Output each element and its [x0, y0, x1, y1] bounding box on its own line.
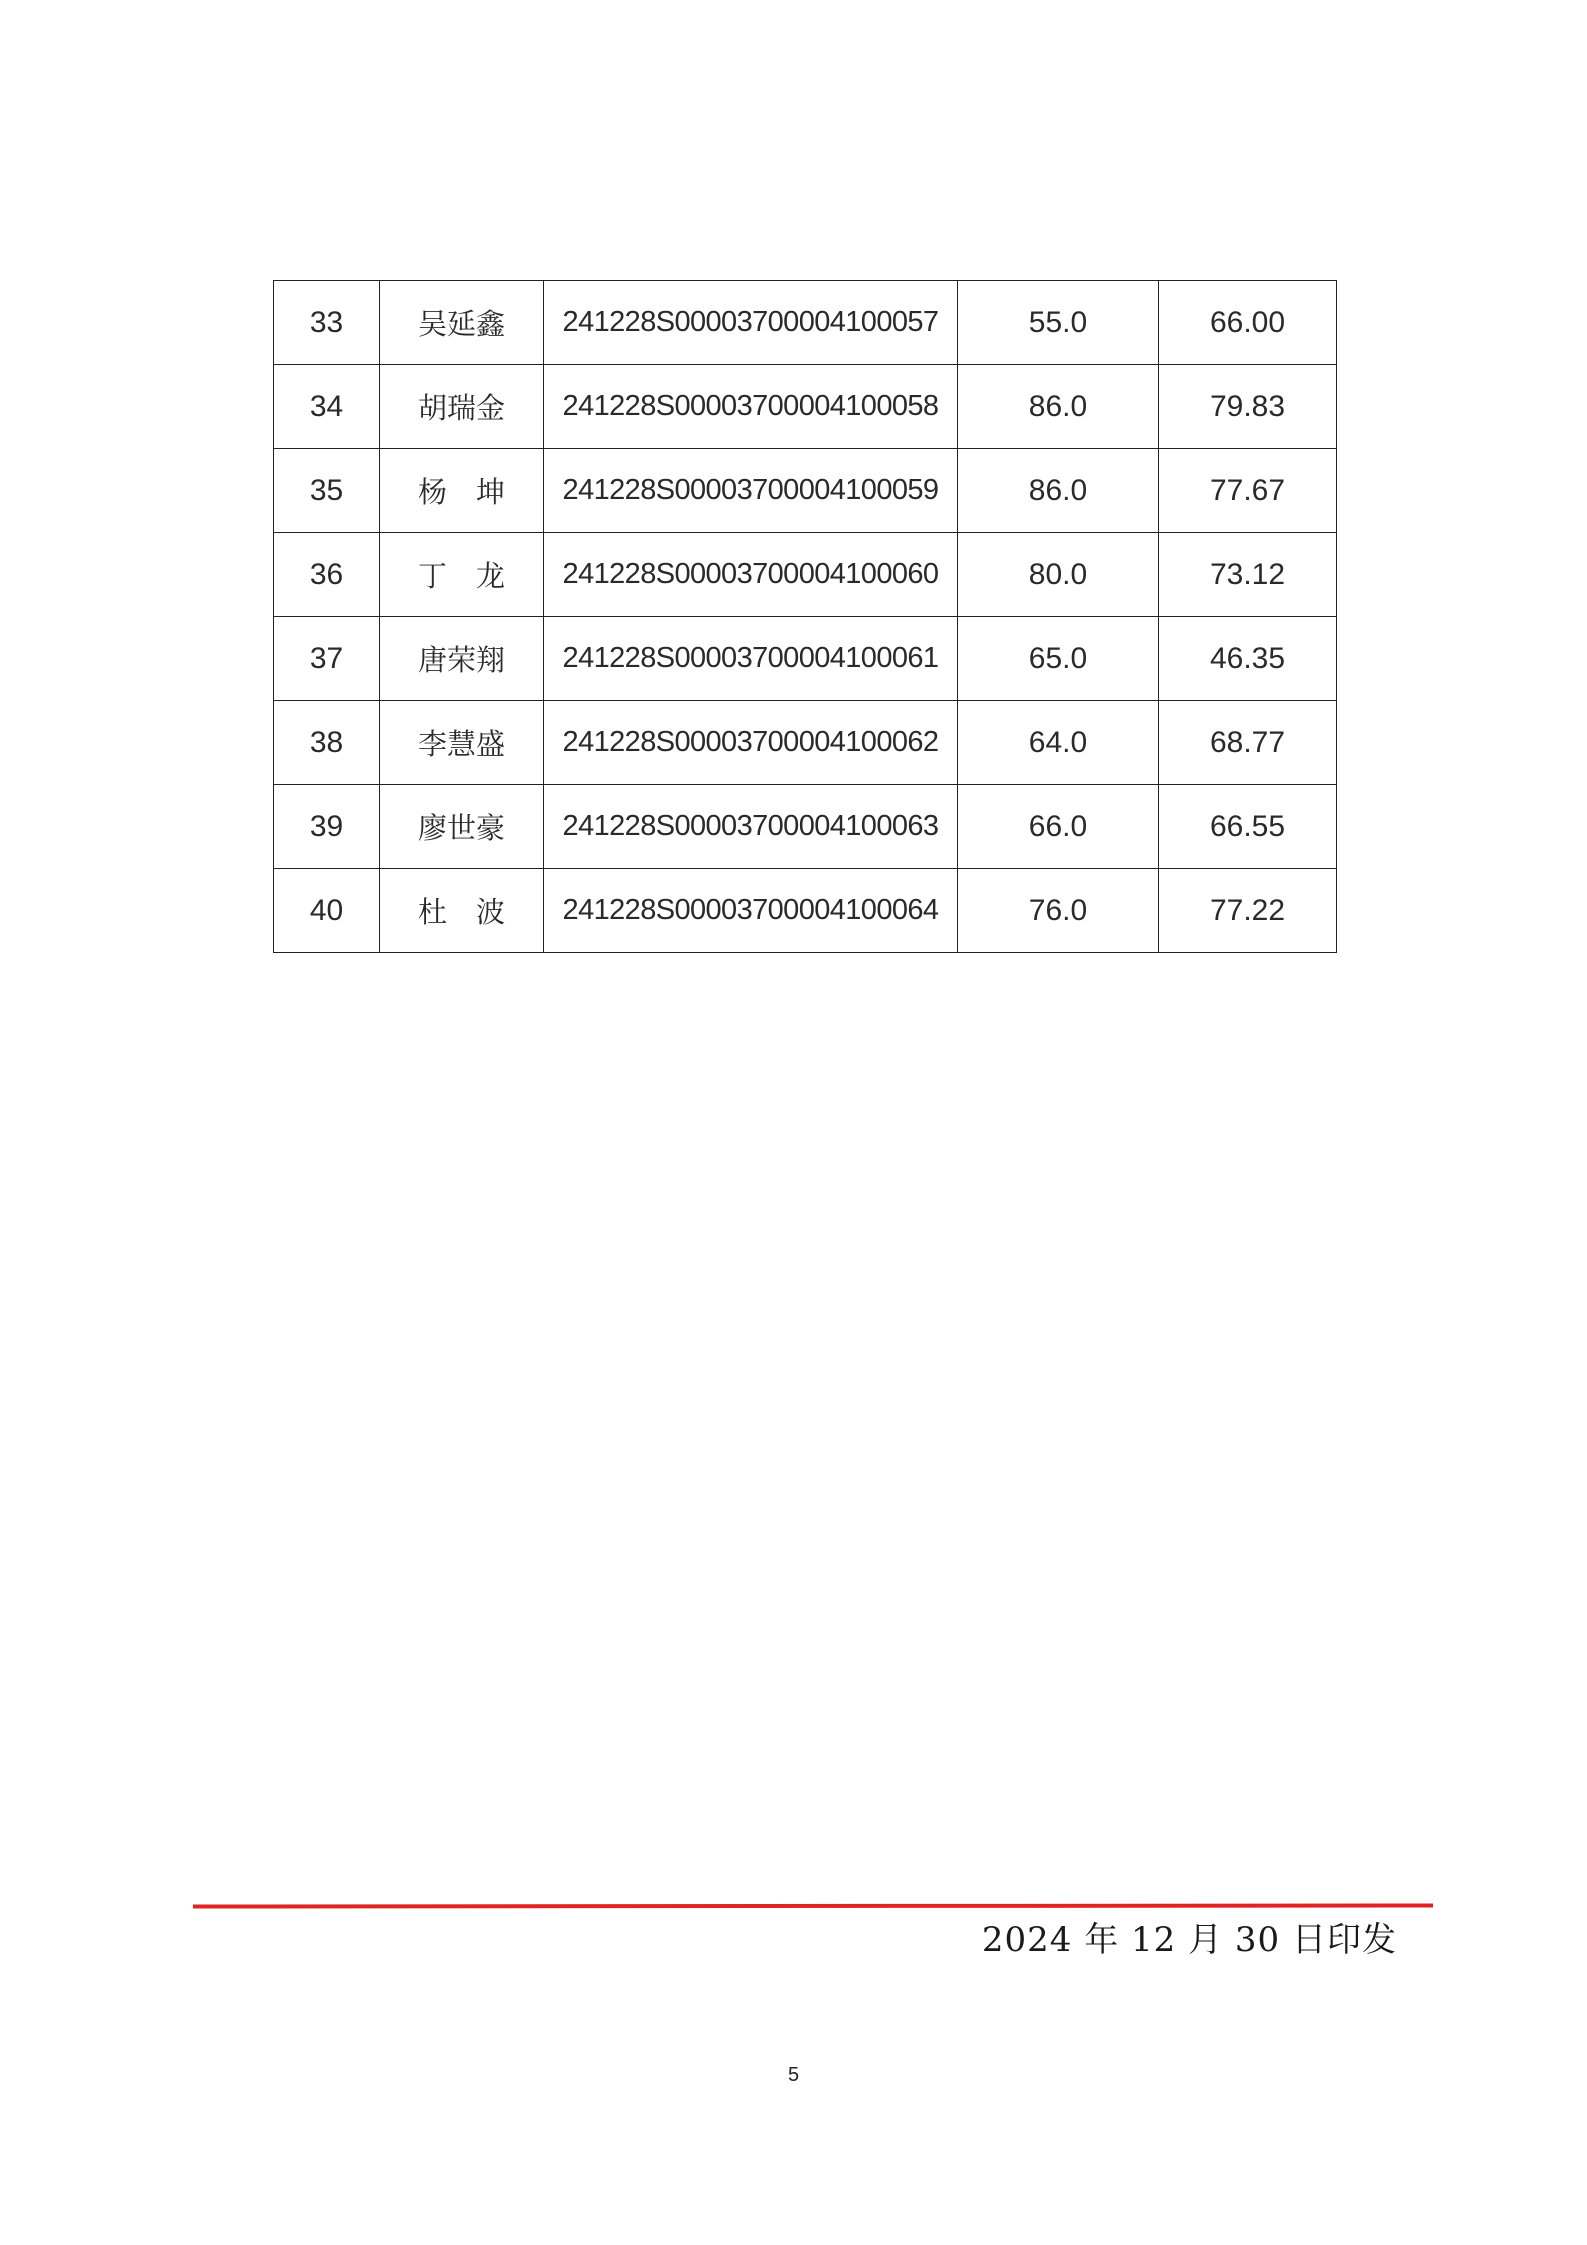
final-score: 66.55	[1159, 785, 1337, 869]
row-number: 36	[274, 533, 380, 617]
results-table	[273, 280, 1337, 953]
written-score: 76.0	[958, 869, 1159, 953]
row-number: 39	[274, 785, 380, 869]
row-number: 35	[274, 449, 380, 533]
table-row	[274, 281, 1337, 365]
table-row	[274, 533, 1337, 617]
final-score: 68.77	[1159, 701, 1337, 785]
table-row	[274, 869, 1337, 953]
table-row	[274, 449, 1337, 533]
row-number: 33	[274, 281, 380, 365]
written-score: 86.0	[958, 365, 1159, 449]
page-number: 5	[787, 2064, 800, 2086]
table-row	[274, 785, 1337, 869]
written-score: 66.0	[958, 785, 1159, 869]
candidate-name: 廖世豪	[380, 785, 544, 869]
row-number: 40	[274, 869, 380, 953]
candidate-name: 唐荣翔	[380, 617, 544, 701]
final-score: 77.67	[1159, 449, 1337, 533]
final-score: 79.83	[1159, 365, 1337, 449]
ticket-number: 241228S00003700004100057	[544, 281, 958, 365]
ticket-number: 241228S00003700004100062	[544, 701, 958, 785]
red-divider-rule	[193, 1903, 1433, 1908]
row-number: 34	[274, 365, 380, 449]
ticket-number: 241228S00003700004100059	[544, 449, 958, 533]
final-score: 66.00	[1159, 281, 1337, 365]
row-number: 38	[274, 701, 380, 785]
written-score: 80.0	[958, 533, 1159, 617]
ticket-number: 241228S00003700004100058	[544, 365, 958, 449]
candidate-name: 吴延鑫	[380, 281, 544, 365]
row-number: 37	[274, 617, 380, 701]
table-row	[274, 701, 1337, 785]
candidate-name: 杨 坤	[380, 449, 544, 533]
candidate-name: 丁 龙	[380, 533, 544, 617]
table-row	[274, 617, 1337, 701]
candidate-name: 李慧盛	[380, 701, 544, 785]
written-score: 55.0	[958, 281, 1159, 365]
written-score: 86.0	[958, 449, 1159, 533]
results-table-body	[274, 281, 1337, 953]
final-score: 77.22	[1159, 869, 1337, 953]
table-row	[274, 365, 1337, 449]
written-score: 64.0	[958, 701, 1159, 785]
issue-date: 2024 年 12 月 30 日印发	[981, 1920, 1397, 1960]
ticket-number: 241228S00003700004100061	[544, 617, 958, 701]
ticket-number: 241228S00003700004100063	[544, 785, 958, 869]
written-score: 65.0	[958, 617, 1159, 701]
ticket-number: 241228S00003700004100064	[544, 869, 958, 953]
ticket-number: 241228S00003700004100060	[544, 533, 958, 617]
candidate-name: 杜 波	[380, 869, 544, 953]
final-score: 73.12	[1159, 533, 1337, 617]
candidate-name: 胡瑞金	[380, 365, 544, 449]
final-score: 46.35	[1159, 617, 1337, 701]
